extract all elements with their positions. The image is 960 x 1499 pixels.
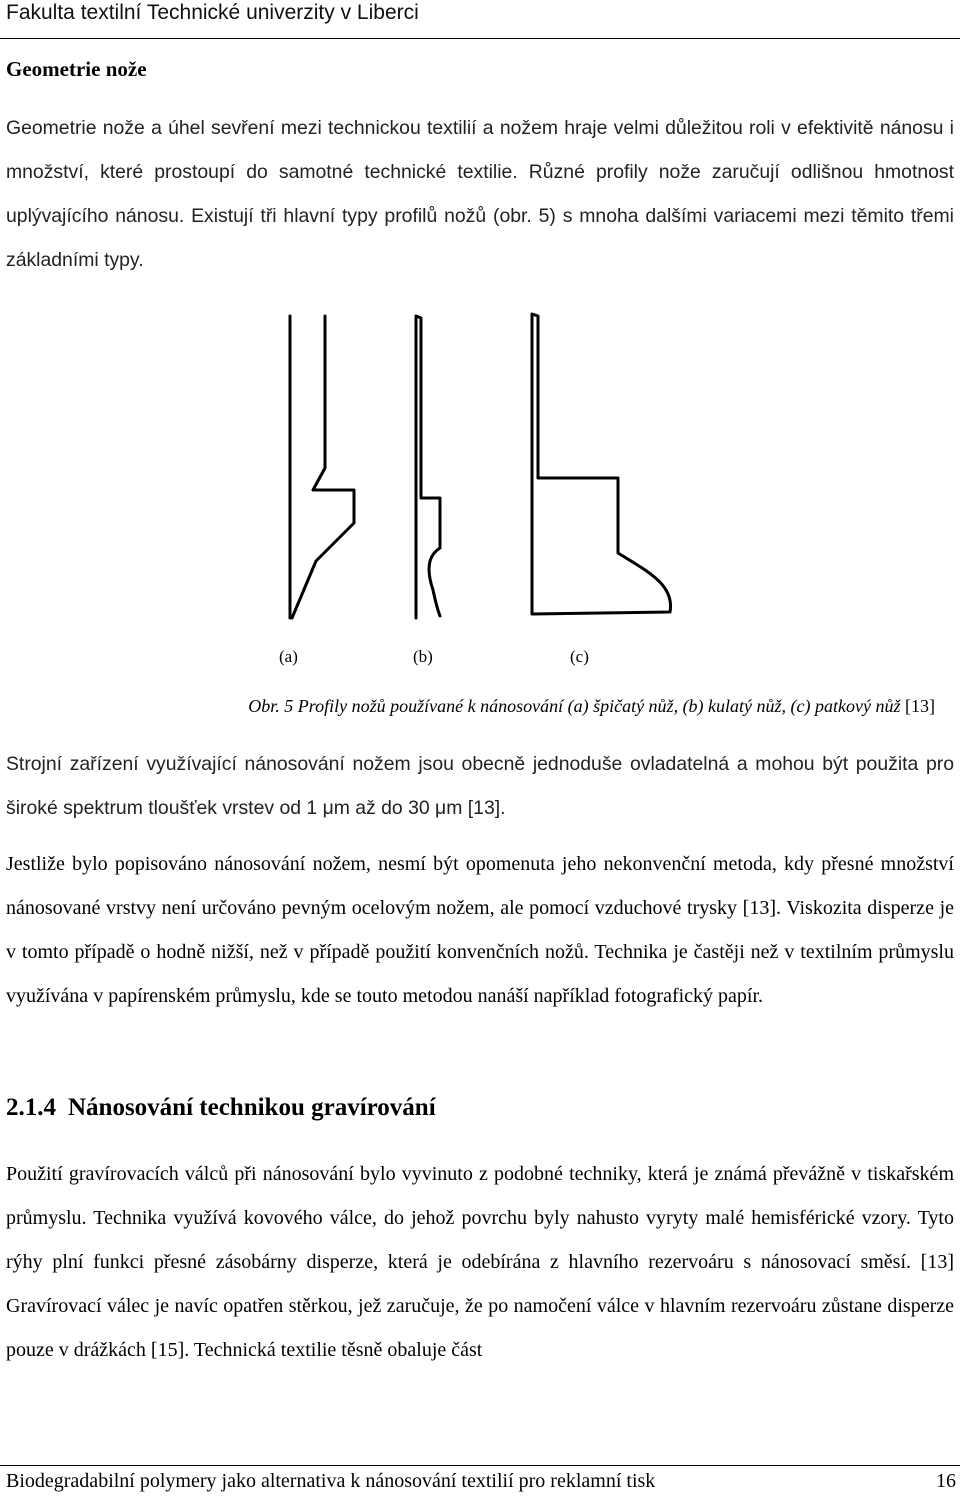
section-number: 2.1.4 (6, 1094, 56, 1121)
footer-title: Biodegradabilní polymery jako alternativa k nánosování textilií pro reklamní tisk (6, 1470, 656, 1492)
section-title-knife-geometry: Geometrie nože (6, 57, 147, 81)
figure-caption (0, 696, 935, 717)
footer-divider (0, 1465, 960, 1466)
figure-caption-reference: [13] (900, 696, 935, 716)
paragraph-air-knife: Jestliže bylo popisováno nánosování nožem, nesmí být opomenuta jeho nekonvenční metoda, kdy přesné množství nánosované vrstvy není určováno pevným ocelovým nožem, ale pomocí vzduchové trysky [13]. Viskozita disperze je v tomto případě o hodně nižší, než v případě použití konvenčních nožů. Technika je častěji než v textilním průmyslu využívána v papírenském průmyslu, kde se touto metodou nanáší například fotografický papír. (6, 853, 954, 1007)
page-header: Fakulta textilní Technické univerzity v Liberci (6, 1, 419, 24)
figure-label-b: (b) (413, 647, 433, 666)
section-title-text: Nánosování technikou gravírování (68, 1094, 436, 1121)
figure-label-a: (a) (279, 647, 298, 666)
section-title-gravure (6, 1094, 436, 1122)
page-footer (6, 1470, 956, 1493)
paragraph-machinery: Strojní zařízení využívající nánosování nožem jsou obecně jednoduše ovladatelná a mohou být použita pro široké spektrum tloušťek vrstev od 1 μm až do 30 μm [13]. (6, 753, 954, 819)
page-number: 16 (936, 1470, 956, 1492)
knife-profile-a (290, 316, 354, 618)
paragraph-gravure: Použití gravírovacích válců při nánosování bylo vyvinuto z podobné techniky, která je známá převážně v tiskařském průmyslu. Technika využívá kovového válce, do jehož povrchu byly nahusto vyryty malé hemisférické vzory. Tyto rýhy plní funkci přesné zásobárny disperze, která je odebírána z hlavního rezervoáru s nánosovací směsí. [13] Gravírovací válec je navíc opatřen stěrkou, jež zaručuje, že po namočení válce v hlavním rezervoáru zůstane disperze pouze v drážkách [15]. Technická textilie těsně obaluje část (6, 1163, 954, 1361)
knife-profile-c (532, 314, 671, 614)
header-divider (0, 38, 960, 39)
figure-label-c: (c) (570, 647, 589, 666)
knife-profile-b (416, 316, 440, 618)
figure-caption-text: Obr. 5 Profily nožů používané k nánosování (a) špičatý nůž, (b) kulatý nůž, (c) patkový nůž (248, 696, 901, 716)
paragraph-knife-geometry: Geometrie nože a úhel sevření mezi technickou textilií a nožem hraje velmi důležitou roli v efektivitě nánosu i množství, které prostoupí do samotné technické textilie. Různé profily nože zaručují odlišnou hmotnost uplývajícího nánosu. Existují tři hlavní typy profilů nožů (obr. 5) s mnoha dalšími variacemi mezi těmito třemi základními typy. (6, 117, 954, 271)
knife-profiles-figure (270, 308, 710, 628)
